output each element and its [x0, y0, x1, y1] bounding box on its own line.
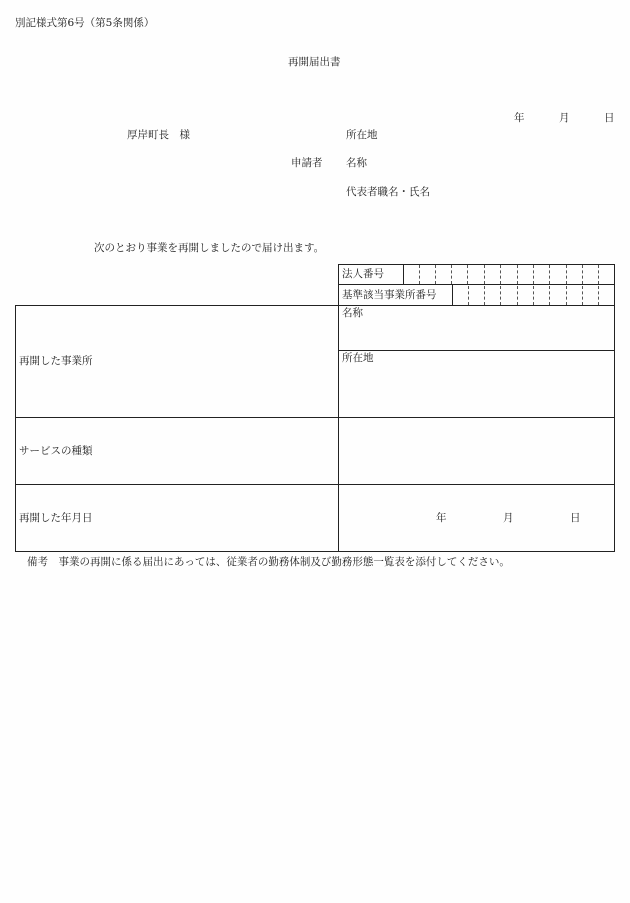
page-title: 再開届出書: [288, 56, 341, 68]
statement: 次のとおり事業を再開しましたので届け出ます。: [94, 242, 325, 254]
applicant-label: 申請者: [291, 157, 323, 169]
note: 備考 事業の再開に係る届出にあっては、従業者の勤務体制及び勤務形態一覧表を添付してください。: [27, 556, 510, 568]
applicant-address-label: 所在地: [346, 129, 378, 141]
office-number-label: 基準該当事業所番号: [342, 289, 437, 301]
restart-date-label: 再開した年月日: [19, 512, 93, 524]
date-month-label: 月: [559, 112, 570, 124]
office-name-label: 名称: [342, 307, 363, 319]
restart-month-label: 月: [503, 512, 514, 524]
corp-number-label: 法人番号: [342, 268, 384, 280]
applicant-rep-label: 代表者職名・氏名: [346, 186, 430, 198]
addressee: 厚岸町長 様: [127, 129, 190, 141]
service-type-label: サービスの種類: [19, 445, 93, 457]
office-address-label: 所在地: [342, 352, 374, 364]
restart-year-label: 年: [436, 512, 447, 524]
date-year-label: 年: [514, 112, 525, 124]
applicant-name-label: 名称: [346, 157, 367, 169]
restart-day-label: 日: [570, 512, 581, 524]
date-day-label: 日: [604, 112, 615, 124]
office-label: 再開した事業所: [19, 355, 93, 367]
form-label: 別記様式第6号（第5条関係）: [15, 17, 155, 29]
